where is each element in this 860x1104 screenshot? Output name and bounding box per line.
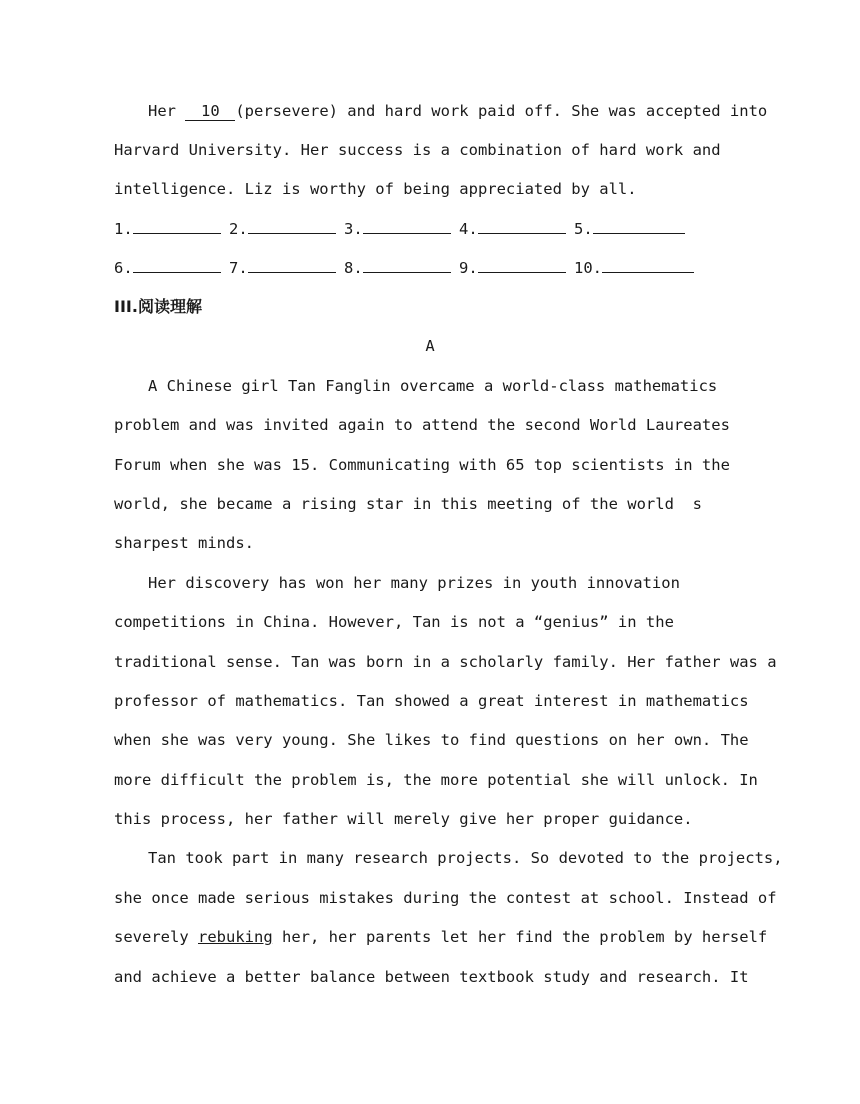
- answer-blank: [593, 215, 685, 234]
- passage-line: world, she became a rising star in this meeting of the world s: [114, 495, 702, 513]
- answer-number: 6.: [114, 259, 133, 277]
- passage-line: traditional sense. Tan was born in a scholarly family. Her father was a: [114, 653, 777, 671]
- answer-blank: [363, 254, 451, 273]
- passage-line: A Chinese girl Tan Fanglin overcame a world-class mathematics: [148, 377, 718, 395]
- answer-slot: [574, 249, 694, 288]
- answer-slot: [114, 210, 229, 249]
- answer-slot: [344, 249, 459, 288]
- passage-line: more difficult the problem is, the more potential she will unlock. In: [114, 771, 758, 789]
- answer-slot: [344, 210, 459, 249]
- answer-blank: [248, 254, 336, 273]
- paragraph-line: [148, 92, 767, 131]
- text-segment: her, her parents let her find the problem by herself: [272, 928, 768, 946]
- paragraph-line: Harvard University. Her success is a combination of hard work and: [114, 141, 721, 159]
- answer-blank: [602, 254, 694, 273]
- passage-line: Forum when she was 15. Communicating with 65 top scientists in the: [114, 456, 730, 474]
- answer-blank: [478, 215, 566, 234]
- answer-slot: [114, 249, 229, 288]
- text-segment: (persevere) and hard work paid off. She was accepted into: [235, 102, 768, 120]
- answer-number: 4.: [459, 220, 478, 238]
- passage-letter: A: [425, 337, 435, 355]
- answer-blank: [133, 215, 221, 234]
- answer-slot: [574, 210, 685, 249]
- answer-blank: [133, 254, 221, 273]
- passage-line: sharpest minds.: [114, 534, 254, 552]
- passage-line: this process, her father will merely give her proper guidance.: [114, 810, 693, 828]
- passage-line: [114, 918, 767, 957]
- answer-number: 2.: [229, 220, 248, 238]
- passage-line: and achieve a better balance between textbook study and research. It: [114, 968, 749, 986]
- answer-number: 10.: [574, 259, 602, 277]
- passage-line: when she was very young. She likes to find questions on her own. The: [114, 731, 749, 749]
- answer-blank: [248, 215, 336, 234]
- answer-blank: [363, 215, 451, 234]
- answer-number: 7.: [229, 259, 248, 277]
- answer-slot: [229, 210, 344, 249]
- answer-blank-10: 10: [185, 102, 235, 121]
- paragraph-line: intelligence. Liz is worthy of being appreciated by all.: [114, 180, 637, 198]
- answer-number: 3.: [344, 220, 363, 238]
- answer-row: [114, 210, 685, 249]
- underlined-word: rebuking: [198, 928, 273, 946]
- answer-slot: [459, 210, 574, 249]
- passage-line: problem and was invited again to attend the second World Laureates: [114, 416, 730, 434]
- answer-number: 5.: [574, 220, 593, 238]
- answer-slot: [229, 249, 344, 288]
- answer-blank: [478, 254, 566, 273]
- text-segment: severely: [114, 928, 198, 946]
- answer-number: 8.: [344, 259, 363, 277]
- passage-line: Her discovery has won her many prizes in youth innovation: [148, 574, 680, 592]
- answer-number: 1.: [114, 220, 133, 238]
- text-segment: Her: [148, 102, 186, 120]
- answer-slot: [459, 249, 574, 288]
- passage-line: she once made serious mistakes during the contest at school. Instead of: [114, 889, 777, 907]
- section-title: III.阅读理解: [114, 297, 202, 316]
- answer-row: [114, 249, 694, 288]
- passage-line: competitions in China. However, Tan is not a “genius” in the: [114, 613, 674, 631]
- passage-line: Tan took part in many research projects. So devoted to the projects,: [148, 849, 783, 867]
- passage-line: professor of mathematics. Tan showed a great interest in mathematics: [114, 692, 749, 710]
- answer-number: 9.: [459, 259, 478, 277]
